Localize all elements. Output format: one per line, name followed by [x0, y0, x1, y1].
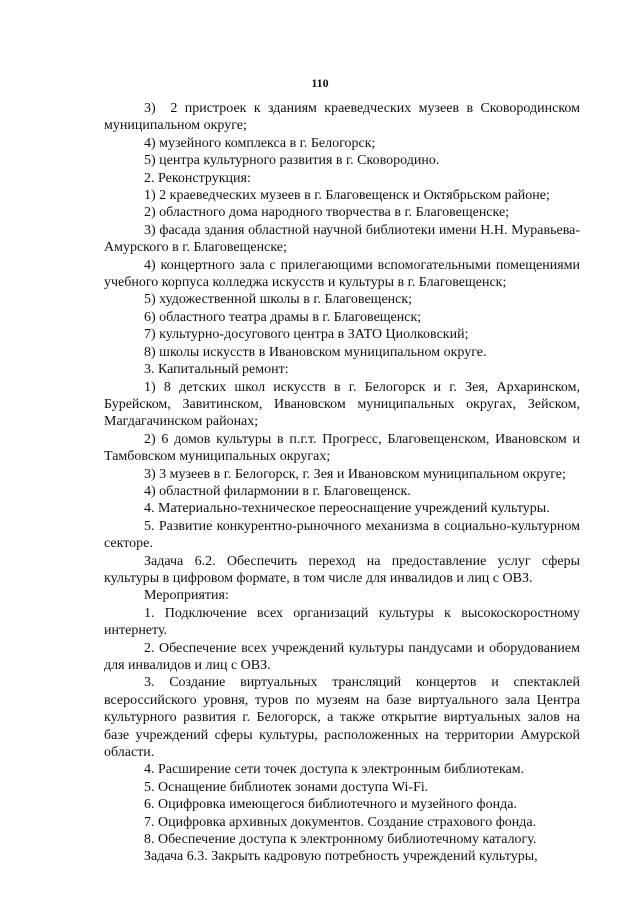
paragraph: 2. Реконструкция: — [144, 170, 251, 186]
paragraph: Мероприятия: — [144, 588, 229, 604]
paragraph: 3) 2 пристроек к зданиям краеведческих музеев в Сковородинском муниципальном округе; — [104, 101, 580, 134]
paragraph: 1. Подключение всех организаций культуры к высокоскоростному интернету. — [104, 605, 580, 639]
paragraph: 3. Создание виртуальных трансляций концертов и спектаклей всероссийского уровня, туров по музеям на базе виртуального зала Центра культурного развития г. Белогорск, а также открытие виртуальных залов на базе учреждений сферы культуры, расположенных на территории Амурской области. — [104, 675, 580, 761]
paragraph: 6) областного театра драмы в г. Благовещенск; — [144, 309, 422, 325]
paragraph: 1) 2 краеведческих музеев в г. Благовещенск и Октябрьском районе; — [144, 188, 550, 204]
paragraph: 7) культурно-досугового центра в ЗАТО Циолковский; — [144, 327, 469, 343]
paragraph: 6. Оцифровка имеющегося библиотечного и музейного фонда. — [144, 797, 517, 813]
paragraph: 2. Обеспечение всех учреждений культуры пандусами и оборудованием для инвалидов и лиц с ОВЗ. — [104, 640, 580, 673]
page-number: 110 — [311, 76, 329, 90]
paragraph: 5) художественной школы в г. Благовещенск; — [144, 292, 413, 308]
paragraph: 4) музейного комплекса в г. Белогорск; — [144, 135, 376, 151]
paragraph: 4. Расширение сети точек доступа к электронным библиотекам. — [144, 762, 525, 778]
paragraph: 2) областного дома народного творчества в г. Благовещенске; — [144, 205, 510, 221]
document-body — [104, 100, 580, 866]
paragraph: Задача 6.3. Закрыть кадровую потребность учреждений культуры, — [144, 849, 538, 865]
paragraph: 4) областной филармонии в г. Благовещенск. — [144, 483, 411, 499]
paragraph: 7. Оцифровка архивных документов. Создание страхового фонда. — [144, 814, 537, 830]
paragraph: Задача 6.2. Обеспечить переход на предоставление услуг сферы культуры в цифровом формате, в том числе для инвалидов и лиц с ОВЗ. — [104, 553, 580, 586]
paragraph: 4) концертного зала с прилегающими вспомогательными помещениями учебного корпуса колледжа искусств и культуры в г. Благовещенск; — [104, 257, 580, 291]
paragraph: 5. Оснащение библиотек зонами доступа Wi-Fi. — [144, 779, 429, 795]
paragraph: 1) 8 детских школ искусств в г. Белогорск и г. Зея, Архаринском, Бурейском, Завитинском, Ивановском муниципальных округах, Зейском, Магдагачинском районах; — [104, 379, 580, 430]
paragraph: 8) школы искусств в Ивановском муниципальном округе. — [144, 344, 487, 360]
paragraph: 8. Обеспечение доступа к электронному библиотечному каталогу. — [144, 832, 537, 848]
paragraph: 5. Развитие конкурентно-рыночного механизма в социально-культурном секторе. — [104, 518, 580, 552]
paragraph: 5) центра культурного развития в г. Сковородино. — [144, 153, 440, 169]
paragraph: 3) 3 музеев в г. Белогорск, г. Зея и Ивановском муниципальном округе; — [144, 466, 566, 482]
paragraph: 4. Материально-техническое переоснащение учреждений культуры. — [144, 501, 550, 517]
paragraph: 3) фасада здания областной научной библиотеки имени Н.Н. Муравьева-Амурского в г. Благовещенске; — [104, 222, 580, 256]
paragraph: 3. Капитальный ремонт: — [144, 362, 289, 378]
paragraph: 2) 6 домов культуры в п.г.т. Прогресс, Благовещенском, Ивановском и Тамбовском муниципальных округах; — [104, 431, 580, 465]
